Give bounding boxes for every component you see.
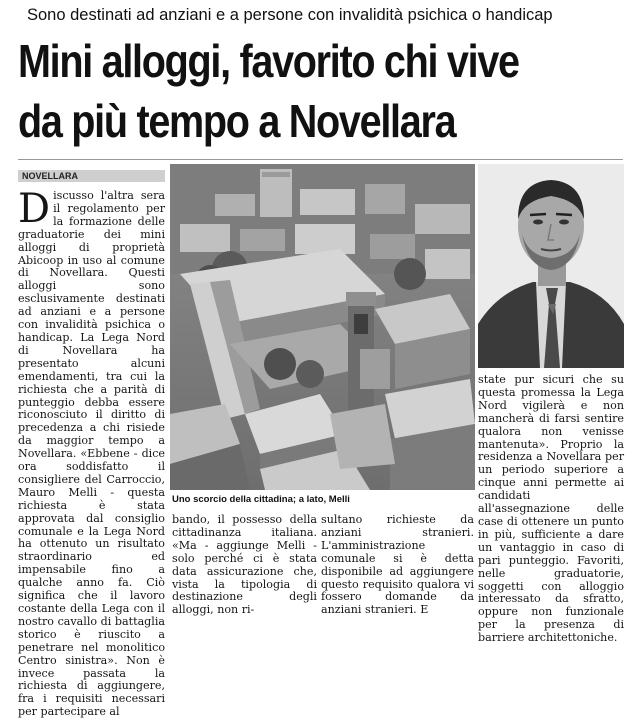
article-kicker: Sono destinati ad anziani e a persone con invalidità psichica o handicap: [27, 6, 553, 24]
aerial-town-image: [170, 164, 475, 490]
aerial-photo: [170, 164, 475, 490]
drop-cap: D: [18, 186, 51, 232]
headline-line-1: Mini alloggi, favorito chi vive: [18, 35, 519, 87]
column-1-body: iscusso l'altra sera il regolamento per la formazione delle graduatorie dei mini alloggi di proprietà Abicoop in uso al comune di Novellara. Questi alloggi sono esclusivamente destinati ad anziani e a persone con invalidità psichica o handicap. La Lega Nord di Novellara ha presentato alcuni emendamenti, tra cui la richiesta che a parità di punteggio debba essere riconosciuto il diritto di precedenza a chi risiede da maggior tempo a Novellara. «Ebbene - dice ora soddisfatto il consigliere del Carroccio, Mauro Melli - questa richiesta è stata approvata dal consiglio comunale e la Lega Nord ha ottenuto un risultato straordinario ed impensabile fino a qualche anno fa. Ciò significa che il lavoro costante della Lega con il nostro cavallo di battaglia storico è riuscito a penetrare nel monolitico Centro sinistra». Non è invece passata la richiesta di aggiungere, fra i requisiti necessari per partecipare al: [18, 189, 165, 719]
text-column-2: bando, il possesso della cittadinanza italiana. «Ma - aggiunge Melli - solo perché ci è stata data assicurazione che, vista la tipologia di destinazione degli alloggi, non ri-: [172, 513, 317, 617]
text-column-4: state pur sicuri che su questa promessa la Lega Nord vigilerà e non mancherà di farsi sentire qualora non venisse mantenuta». Proprio la residenza a Novellara per un periodo superiore a cinque anni permette ai candidati all'assegnazione delle case di ottenere un punto in più, sufficiente a dare un vantaggio in caso di pari punteggio. Favoriti, nelle graduatorie, soggetti con alloggio interessato da sfratto, oppure non funzionale per la presenza di barriere architettoniche.: [478, 373, 624, 645]
photo-caption: Uno scorcio della cittadina; a lato, Melli: [172, 494, 350, 505]
portrait-photo: [478, 164, 624, 368]
portrait-image: [478, 164, 624, 368]
headline-line-2: da più tempo a Novellara: [18, 95, 456, 147]
text-column-3: sultano richieste da anziani stranieri. L'amministrazione comunale si è detta disponibile ad aggiungere questo requisito qualora vi fossero domande da anziani stranieri. E: [321, 513, 474, 617]
headline-rule: [18, 159, 623, 160]
text-column-1: [18, 186, 165, 719]
section-tag: NOVELLARA: [18, 170, 165, 182]
